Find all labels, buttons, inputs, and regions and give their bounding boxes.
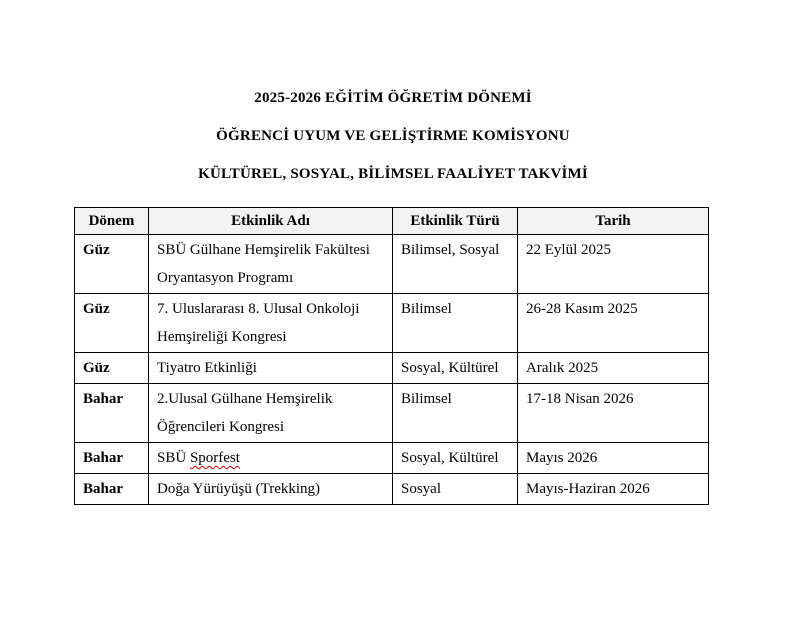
cell-etkinlik-turu: Sosyal, Kültürel [393, 353, 518, 384]
cell-etkinlik-turu: Bilimsel [393, 384, 518, 443]
table-row [75, 443, 709, 474]
table-header-row [75, 208, 709, 235]
cell-tarih: Mayıs 2026 [518, 443, 709, 474]
table-row [75, 353, 709, 384]
cell-etkinlik-adi: Doğa Yürüyüşü (Trekking) [149, 474, 393, 505]
cell-donem: Bahar [75, 384, 149, 443]
column-header-etkinlik-adi: Etkinlik Adı [149, 208, 393, 235]
cell-donem: Bahar [75, 474, 149, 505]
cell-donem: Güz [75, 235, 149, 294]
table-row [75, 474, 709, 505]
document-title-block [0, 90, 786, 204]
column-header-donem: Dönem [75, 208, 149, 235]
title-line-3: KÜLTÜREL, SOSYAL, BİLİMSEL FAALİYET TAKVİMİ [198, 166, 588, 182]
cell-tarih: Mayıs-Haziran 2026 [518, 474, 709, 505]
cell-etkinlik-adi: 7. Uluslararası 8. Ulusal Onkoloji Hemşireliği Kongresi [149, 294, 393, 353]
cell-tarih: Aralık 2025 [518, 353, 709, 384]
cell-tarih: 17-18 Nisan 2026 [518, 384, 709, 443]
cell-donem: Güz [75, 353, 149, 384]
title-line-1: 2025-2026 EĞİTİM ÖĞRETİM DÖNEMİ [254, 90, 532, 106]
cell-etkinlik-turu: Sosyal, Kültürel [393, 443, 518, 474]
cell-donem: Bahar [75, 443, 149, 474]
column-header-etkinlik-turu: Etkinlik Türü [393, 208, 518, 235]
cell-tarih: 26-28 Kasım 2025 [518, 294, 709, 353]
table-row [75, 235, 709, 294]
cell-etkinlik-adi: SBÜ Gülhane Hemşirelik Fakültesi Oryantasyon Programı [149, 235, 393, 294]
cell-etkinlik-adi: Tiyatro Etkinliği [149, 353, 393, 384]
spellcheck-underlined-word: Sporfest [189, 450, 240, 466]
table-row [75, 294, 709, 353]
activity-schedule-table [74, 207, 709, 505]
cell-etkinlik-adi [149, 443, 393, 474]
table-row [75, 384, 709, 443]
column-header-tarih: Tarih [518, 208, 709, 235]
event-name-prefix: SBÜ [157, 450, 190, 466]
cell-etkinlik-turu: Bilimsel, Sosyal [393, 235, 518, 294]
cell-etkinlik-adi: 2.Ulusal Gülhane Hemşirelik Öğrencileri Kongresi [149, 384, 393, 443]
cell-etkinlik-turu: Bilimsel [393, 294, 518, 353]
title-line-2: ÖĞRENCİ UYUM VE GELİŞTİRME KOMİSYONU [216, 128, 570, 144]
cell-tarih: 22 Eylül 2025 [518, 235, 709, 294]
cell-donem: Güz [75, 294, 149, 353]
cell-etkinlik-turu: Sosyal [393, 474, 518, 505]
